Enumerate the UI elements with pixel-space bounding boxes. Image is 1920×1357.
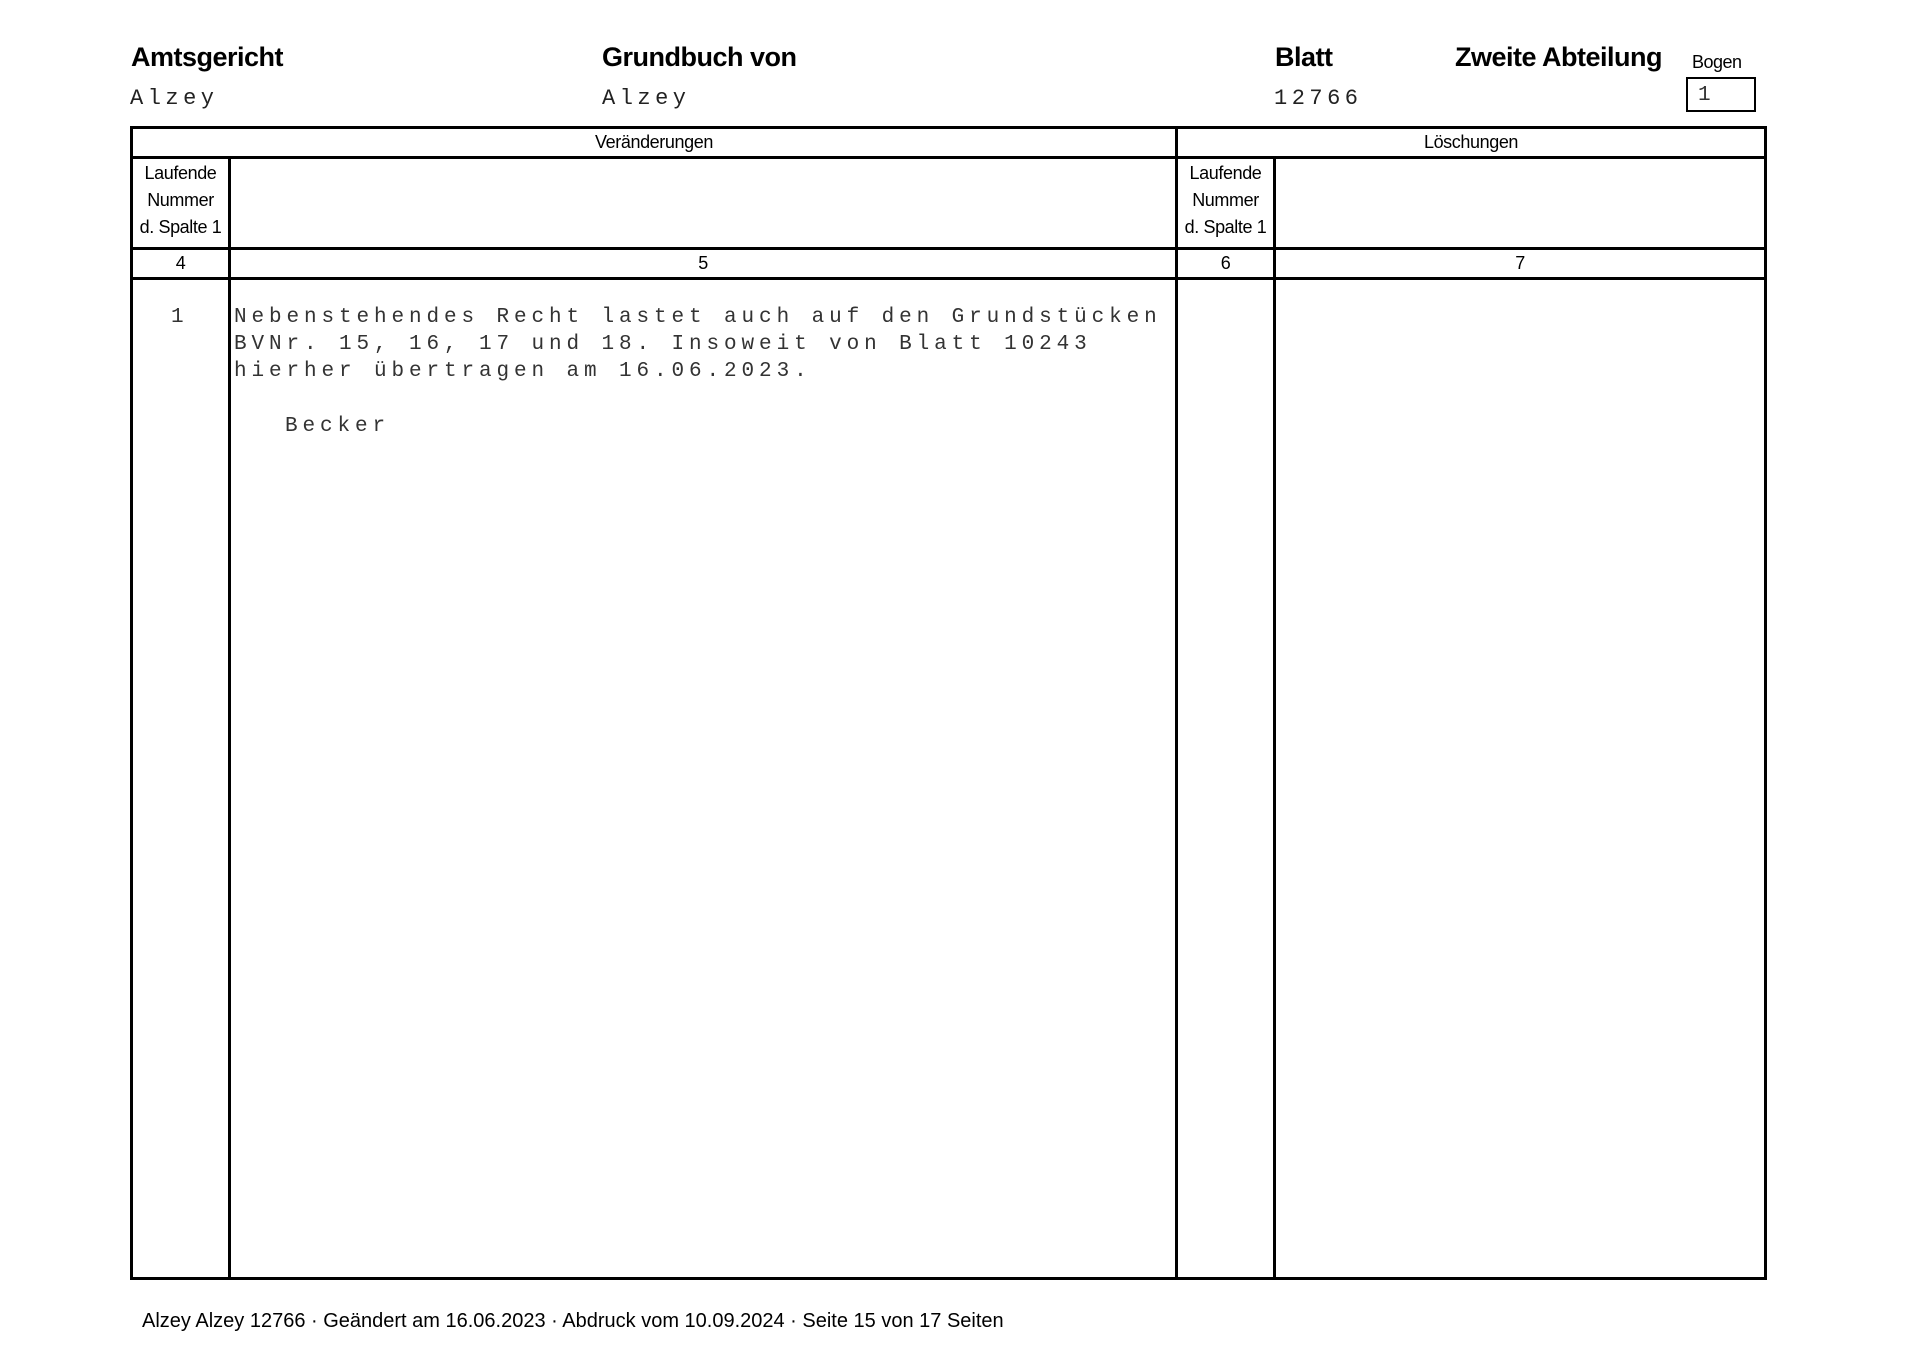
entry-signature: Becker (285, 415, 391, 438)
abteilung-label: Zweite Abteilung (1455, 42, 1662, 72)
blatt-value: 12766 (1274, 86, 1363, 111)
amtsgericht-label: Amtsgericht (131, 42, 284, 72)
col6-subheader (1178, 160, 1273, 241)
grundbuch-label: Grundbuch von (602, 42, 797, 72)
column-number-5: 5 (698, 253, 708, 273)
grundbuch-value: Alzey (602, 86, 691, 111)
col4-subheader-line: Nummer (147, 190, 214, 210)
col4-subheader-line: Laufende (144, 163, 217, 183)
bogen-label: Bogen (1692, 52, 1742, 72)
entry-text-line: BVNr. 15, 16, 17 und 18. Insoweit von Blatt 10243 (234, 333, 1092, 356)
section-veraenderungen: Veränderungen (595, 132, 713, 152)
col6-subheader-line: Laufende (1189, 163, 1262, 183)
column-number-7: 7 (1515, 253, 1525, 273)
entry-text-line: Nebenstehendes Recht lastet auch auf den Grundstücken (234, 306, 1162, 329)
blatt-label: Blatt (1275, 42, 1333, 72)
column-number-4: 4 (175, 253, 186, 273)
col6-subheader-line: Nummer (1192, 190, 1259, 210)
col4-subheader (133, 160, 228, 241)
entry-text-line: hierher übertragen am 16.06.2023. (234, 360, 812, 383)
entry-number: 1 (171, 306, 189, 329)
bogen-box (1686, 77, 1756, 112)
page-footer: Alzey Alzey 12766 · Geändert am 16.06.2023 · Abdruck vom 10.09.2024 · Seite 15 von 17 Seiten (142, 1310, 1004, 1332)
amtsgericht-value: Alzey (130, 86, 219, 111)
column-number-6: 6 (1220, 253, 1231, 273)
bogen-value: 1 (1698, 84, 1711, 107)
section-loeschungen: Löschungen (1423, 132, 1519, 152)
col6-subheader-line: d. Spalte 1 (1184, 217, 1267, 237)
col4-subheader-line: d. Spalte 1 (139, 217, 222, 237)
